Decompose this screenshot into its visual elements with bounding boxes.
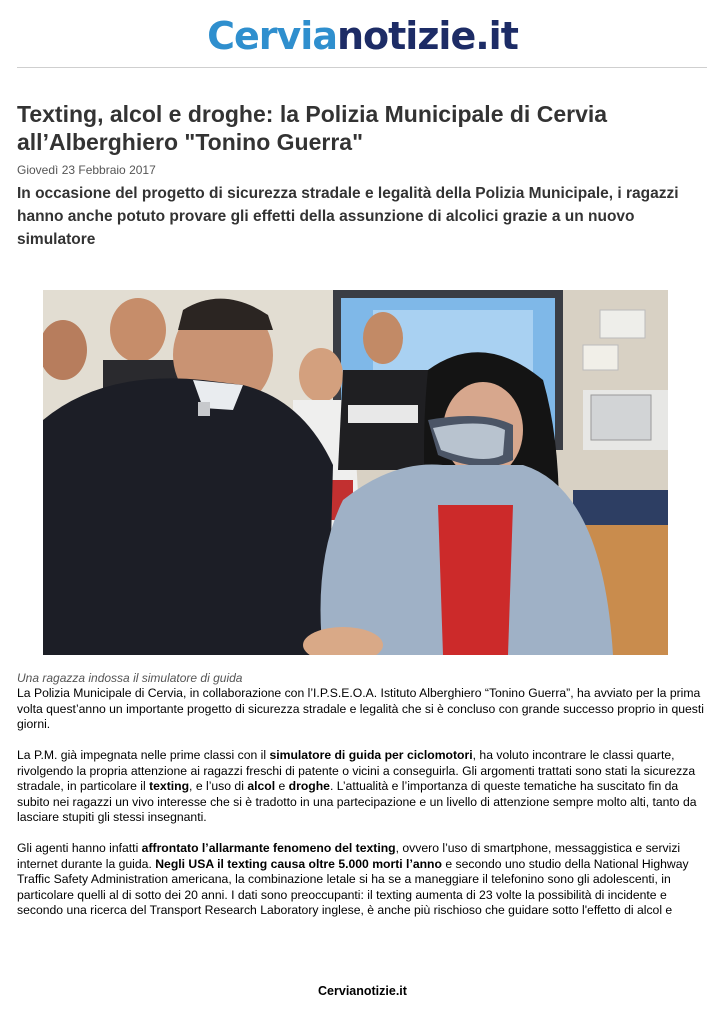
body-text: La P.M. già impegnata nelle prime classi con il [17, 748, 270, 762]
bold-text: simulatore di guida per ciclomotori [269, 748, 473, 762]
article-paragraph [17, 841, 707, 919]
bold-text: alcol [247, 779, 276, 793]
body-text: e secondo uno studio della National Highway Traffic Safety Administration americana, la combinazione letale si ha se a maneggiare il telefonino sono gli adolescenti, in particolare quelli al di sotto dei 20 anni. I dati sono preoccupanti: il texting aumenta di 23 volte la possibilità di incidente e secondo una ricerca del Transport Research Laboratory inglese, è anche più rischioso che guidare sotto l'effetto di alcol e [17, 856, 689, 917]
body-text: La Polizia Municipale di Cervia, in collaborazione con l’I.P.S.E.O.A. Istituto Alberghiero “Tonino Guerra”, ha avviato per la prima volta quest’anno un importante progetto di sicurezza stradale e legalità che si è concluso con grande successo proprio in questi giorni. [17, 686, 704, 731]
article-date: Giovedì 23 Febbraio 2017 [17, 163, 156, 177]
bold-text: droghe [288, 779, 330, 793]
body-text: , ha voluto incontrare le classi quarte, rivolgendo la propria attenzione ai ragazzi freschi di patente o vicini a conseguirla. Gli argomenti trattati sono stati la sicurezza stradale, in particolare il [17, 748, 696, 793]
body-text: . L’attualità e l’importanza di queste tematiche ha suscitato fin da subito nei ragazzi un vivo interesse che si è tradotto in una partecipazione e un livello di attenzione sempre molto alti, tanto da lasciare stupiti gli stessi insegnanti. [17, 779, 697, 824]
logo-part-notizie: notizie.it [336, 14, 518, 58]
article-photo [43, 290, 668, 655]
body-text: , ovvero l’uso di smartphone, messaggistica e servizi internet durante la guida. [17, 841, 681, 871]
body-text: , e l’uso di [189, 779, 248, 793]
article-paragraph [17, 748, 707, 826]
image-caption: Una ragazza indossa il simulatore di guida [17, 671, 243, 685]
bold-text: texting [149, 779, 190, 793]
header-divider [17, 67, 707, 68]
article-title: Texting, alcol e droghe: la Polizia Municipale di Cervia all’Alberghiero "Tonino Guerra" [17, 101, 608, 155]
body-text: e [275, 779, 289, 793]
bold-text: affrontato l’allarmante fenomeno del texting [141, 841, 396, 855]
bold-text: Negli USA il texting causa oltre 5.000 morti l’anno [155, 856, 442, 871]
body-text: Gli agenti hanno infatti [17, 841, 142, 855]
site-logo[interactable] [0, 10, 725, 62]
article-body [17, 686, 707, 934]
logo-part-cervia: Cervia [207, 14, 337, 58]
article-lead: In occasione del progetto di sicurezza stradale e legalità della Polizia Municipale, i ragazzi hanno anche potuto provare gli effetti della assunzione di alcolici grazie a un nuovo simulatore [17, 185, 679, 248]
footer-site-name[interactable]: Cervianotizie.it [318, 984, 407, 998]
article-paragraph [17, 686, 707, 733]
